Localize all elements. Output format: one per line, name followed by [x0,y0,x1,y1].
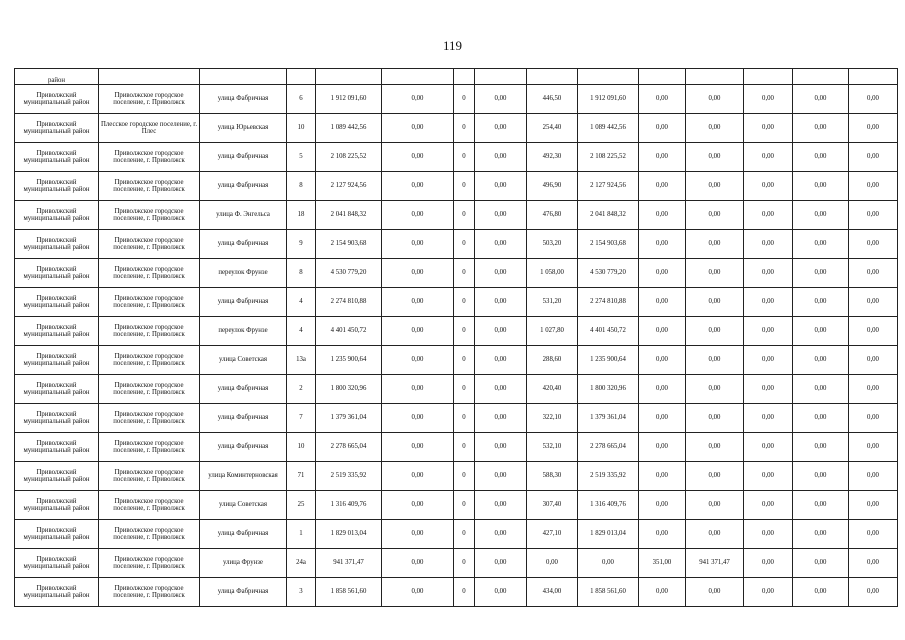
value-cell: 0,00 [793,375,849,404]
district-cell: Приволжский муниципальный район [15,85,99,114]
value-cell: 0,00 [849,288,898,317]
value-cell: 0,00 [475,143,527,172]
total-cost-cell: 1 800 320,96 [316,375,382,404]
area-cell: 503,20 [527,230,578,259]
value-cell: 0,00 [475,433,527,462]
page-number: 119 [442,38,463,53]
value-cell: 0,00 [793,491,849,520]
value-cell: 0,00 [639,143,686,172]
house-number-cell: 9 [287,230,316,259]
area-cell: 1 058,00 [527,259,578,288]
house-number-cell: 7 [287,404,316,433]
house-number-cell: 4 [287,317,316,346]
value-cell: 0,00 [475,317,527,346]
value-cell: 0,00 [793,143,849,172]
cost-cell: 2 127 924,56 [578,172,639,201]
table-row [15,259,898,288]
district-cell: Приволжский муниципальный район [15,491,99,520]
value-cell: 0,00 [744,491,793,520]
value-cell: 0,00 [686,288,744,317]
street-cell: улица Фабричная [200,375,287,404]
cost-cell: 2 108 225,52 [578,143,639,172]
value-cell: 0,00 [744,201,793,230]
house-number-cell: 10 [287,114,316,143]
value-cell: 0,00 [475,259,527,288]
value-cell: 0,00 [793,549,849,578]
value-cell: 0,00 [639,288,686,317]
value-cell: 0,00 [382,491,454,520]
district-cell: Приволжский муниципальный район [15,114,99,143]
total-cost-cell: 1 089 442,56 [316,114,382,143]
total-cost-cell: 1 379 361,04 [316,404,382,433]
value-cell: 351,00 [639,549,686,578]
value-cell: 0,00 [686,317,744,346]
value-cell: 0 [454,462,475,491]
street-cell: улица Коминтерновская [200,462,287,491]
table-row [15,201,898,230]
value-cell: 0,00 [475,172,527,201]
value-cell: 0 [454,288,475,317]
value-cell: 0 [454,375,475,404]
total-cost-cell: 2 127 924,56 [316,172,382,201]
value-cell: 0,00 [849,85,898,114]
value-cell: 0,00 [793,85,849,114]
area-cell: 532,10 [527,433,578,462]
table-row [15,578,898,607]
value-cell: 0,00 [793,404,849,433]
area-cell: 588,30 [527,462,578,491]
value-cell: 0 [454,346,475,375]
table-row [15,433,898,462]
value-cell: 0 [454,143,475,172]
value-cell: 0 [454,404,475,433]
settlement-cell: Приволжское городское поселение, г. Приволжск [99,462,200,491]
settlement-cell: Приволжское городское поселение, г. Приволжск [99,172,200,201]
settlement-cell: Приволжское городское поселение, г. Приволжск [99,259,200,288]
value-cell: 0,00 [686,578,744,607]
value-cell: 0,00 [849,346,898,375]
value-cell: 0,00 [475,491,527,520]
value-cell: 0,00 [849,549,898,578]
total-cost-cell: 2 041 848,32 [316,201,382,230]
area-cell: 307,40 [527,491,578,520]
table-row [15,491,898,520]
value-cell: 0,00 [382,143,454,172]
house-number-cell: 18 [287,201,316,230]
value-cell: 0,00 [382,375,454,404]
value-cell: 0,00 [744,375,793,404]
value-cell: 0,00 [639,433,686,462]
value-cell: 0,00 [849,143,898,172]
value-cell: 0,00 [686,520,744,549]
value-cell: 0,00 [793,259,849,288]
street-cell: улица Фабричная [200,288,287,317]
house-number-cell: 5 [287,143,316,172]
total-cost-cell: 2 108 225,52 [316,143,382,172]
value-cell: 0,00 [382,172,454,201]
value-cell: 0,00 [744,433,793,462]
value-cell: 0,00 [686,259,744,288]
value-cell: 0,00 [849,114,898,143]
cost-cell: 1 829 013,04 [578,520,639,549]
settlement-cell: Приволжское городское поселение, г. Приволжск [99,346,200,375]
cost-cell: 2 041 848,32 [578,201,639,230]
value-cell: 0,00 [849,433,898,462]
value-cell: 0,00 [475,462,527,491]
value-cell: 0,00 [382,520,454,549]
housing-register-table [14,68,898,607]
district-cell: Приволжский муниципальный район [15,520,99,549]
area-cell: 1 027,80 [527,317,578,346]
value-cell: 0,00 [793,520,849,549]
value-cell: 0 [454,317,475,346]
value-cell: 0,00 [744,230,793,259]
value-cell: 0,00 [849,201,898,230]
street-cell: улица Фабричная [200,143,287,172]
table-row [15,114,898,143]
total-cost-cell: 2 278 665,04 [316,433,382,462]
street-cell: улица Фабричная [200,520,287,549]
value-cell: 0,00 [475,85,527,114]
value-cell: 0,00 [639,578,686,607]
total-cost-cell: 941 371,47 [316,549,382,578]
district-cell: Приволжский муниципальный район [15,404,99,433]
value-cell: 0 [454,114,475,143]
value-cell: 0,00 [639,317,686,346]
value-cell: 0,00 [382,317,454,346]
street-cell: улица Фабричная [200,172,287,201]
value-cell: 0 [454,491,475,520]
area-cell: 476,80 [527,201,578,230]
value-cell: 0,00 [849,172,898,201]
settlement-cell: Приволжское городское поселение, г. Приволжск [99,491,200,520]
value-cell: 0,00 [793,317,849,346]
settlement-cell: Приволжское городское поселение, г. Приволжск [99,404,200,433]
area-cell: 0,00 [527,549,578,578]
settlement-cell: Приволжское городское поселение, г. Приволжск [99,375,200,404]
value-cell: 0,00 [475,578,527,607]
settlement-cell: Приволжское городское поселение, г. Приволжск [99,317,200,346]
area-cell: 254,40 [527,114,578,143]
area-cell: 446,50 [527,85,578,114]
value-cell: 0 [454,201,475,230]
value-cell: 0 [454,549,475,578]
total-cost-cell: 2 154 903,68 [316,230,382,259]
value-cell: 0,00 [382,201,454,230]
area-cell: 492,30 [527,143,578,172]
value-cell: 0,00 [382,346,454,375]
area-cell: 288,60 [527,346,578,375]
area-cell: 496,90 [527,172,578,201]
value-cell: 0,00 [382,404,454,433]
value-cell: 0,00 [744,143,793,172]
value-cell: 0,00 [686,433,744,462]
value-cell: 0,00 [849,462,898,491]
total-cost-cell: 2 519 335,92 [316,462,382,491]
table-row [15,317,898,346]
value-cell: 0,00 [744,85,793,114]
area-cell: 420,40 [527,375,578,404]
settlement-cell: Приволжское городское поселение, г. Приволжск [99,85,200,114]
cost-cell: 1 235 900,64 [578,346,639,375]
settlement-cell: Приволжское городское поселение, г. Приволжск [99,201,200,230]
value-cell: 0,00 [744,549,793,578]
settlement-cell: Приволжское городское поселение, г. Приволжск [99,143,200,172]
cost-cell: 4 401 450,72 [578,317,639,346]
value-cell: 0 [454,520,475,549]
district-cell: Приволжский муниципальный район [15,288,99,317]
value-cell: 0,00 [475,288,527,317]
cost-cell: 2 274 810,88 [578,288,639,317]
value-cell: 0,00 [744,317,793,346]
value-cell: 0,00 [744,578,793,607]
table-row [15,346,898,375]
cost-cell: 2 154 903,68 [578,230,639,259]
district-cell: Приволжский муниципальный район [15,259,99,288]
settlement-cell: Приволжское городское поселение, г. Приволжск [99,549,200,578]
value-cell: 0,00 [849,491,898,520]
table-row [15,462,898,491]
house-number-cell: 4 [287,288,316,317]
value-cell: 0,00 [793,114,849,143]
value-cell: 0,00 [382,288,454,317]
district-cell: Приволжский муниципальный район [15,346,99,375]
settlement-cell: Плесское городское поселение, г. Плес [99,114,200,143]
value-cell: 0,00 [382,578,454,607]
table-row [15,288,898,317]
value-cell: 0,00 [793,288,849,317]
value-cell: 0,00 [639,85,686,114]
street-cell: улица Фабричная [200,404,287,433]
house-number-cell: 6 [287,85,316,114]
district-cell: Приволжский муниципальный район [15,317,99,346]
cost-cell: 2 278 665,04 [578,433,639,462]
value-cell: 0,00 [686,114,744,143]
settlement-cell: Приволжское городское поселение, г. Приволжск [99,578,200,607]
value-cell: 0,00 [639,230,686,259]
value-cell: 0,00 [475,520,527,549]
value-cell: 0,00 [382,549,454,578]
value-cell: 0,00 [744,520,793,549]
value-cell: 0,00 [475,549,527,578]
table-row [15,172,898,201]
settlement-cell: Приволжское городское поселение, г. Приволжск [99,288,200,317]
value-cell: 0,00 [793,462,849,491]
cost-cell: 1 800 320,96 [578,375,639,404]
value-cell: 0,00 [639,520,686,549]
value-cell: 0,00 [849,375,898,404]
value-cell: 0,00 [744,346,793,375]
cost-cell: 1 089 442,56 [578,114,639,143]
value-cell: 0,00 [793,346,849,375]
value-cell: 0,00 [849,404,898,433]
house-number-cell: 8 [287,172,316,201]
table-row [15,404,898,433]
value-cell: 0,00 [686,201,744,230]
value-cell: 0,00 [382,230,454,259]
cost-cell: 1 379 361,04 [578,404,639,433]
street-cell: улица Фабричная [200,433,287,462]
value-cell: 0,00 [639,346,686,375]
value-cell: 0,00 [686,346,744,375]
value-cell: 0,00 [849,259,898,288]
total-cost-cell: 1 235 900,64 [316,346,382,375]
street-cell: улица Фабричная [200,85,287,114]
total-cost-cell: 1 858 561,60 [316,578,382,607]
value-cell: 0,00 [686,143,744,172]
street-cell: переулок Фрунзе [200,317,287,346]
value-cell: 0,00 [639,172,686,201]
value-cell: 0,00 [475,375,527,404]
continuation-cell: район [15,69,99,85]
table-row [15,375,898,404]
cost-cell: 2 519 335,92 [578,462,639,491]
value-cell: 0,00 [639,201,686,230]
district-cell: Приволжский муниципальный район [15,462,99,491]
value-cell: 0,00 [849,578,898,607]
cost-cell: 4 530 779,20 [578,259,639,288]
value-cell: 0,00 [744,462,793,491]
street-cell: улица Фабричная [200,230,287,259]
value-cell: 0,00 [744,172,793,201]
value-cell: 0,00 [686,172,744,201]
total-cost-cell: 4 530 779,20 [316,259,382,288]
house-number-cell: 10 [287,433,316,462]
value-cell: 0,00 [849,520,898,549]
area-cell: 531,20 [527,288,578,317]
house-number-cell: 71 [287,462,316,491]
district-cell: Приволжский муниципальный район [15,201,99,230]
value-cell: 0,00 [382,114,454,143]
value-cell: 0,00 [639,114,686,143]
value-cell: 0,00 [744,288,793,317]
table-row [15,549,898,578]
value-cell: 0,00 [744,404,793,433]
value-cell: 0,00 [793,230,849,259]
cost-cell: 0,00 [578,549,639,578]
continuation-row [15,69,898,85]
value-cell: 0,00 [639,259,686,288]
settlement-cell: Приволжское городское поселение, г. Приволжск [99,230,200,259]
cost-cell: 1 912 091,60 [578,85,639,114]
street-cell: улица Фабричная [200,578,287,607]
street-cell: улица Юрьевская [200,114,287,143]
value-cell: 0,00 [382,259,454,288]
value-cell: 0,00 [744,114,793,143]
total-cost-cell: 1 316 409,76 [316,491,382,520]
value-cell: 0,00 [686,462,744,491]
district-cell: Приволжский муниципальный район [15,143,99,172]
value-cell: 0,00 [686,85,744,114]
house-number-cell: 1 [287,520,316,549]
value-cell: 0,00 [793,578,849,607]
value-cell: 0,00 [475,230,527,259]
value-cell: 0,00 [639,404,686,433]
value-cell: 0,00 [686,491,744,520]
value-cell: 0 [454,230,475,259]
table-row [15,85,898,114]
district-cell: Приволжский муниципальный район [15,578,99,607]
value-cell: 0 [454,433,475,462]
district-cell: Приволжский муниципальный район [15,375,99,404]
house-number-cell: 13а [287,346,316,375]
value-cell: 0 [454,578,475,607]
settlement-cell: Приволжское городское поселение, г. Приволжск [99,520,200,549]
house-number-cell: 3 [287,578,316,607]
table-row [15,143,898,172]
cost-cell: 1 316 409,76 [578,491,639,520]
value-cell: 0,00 [793,433,849,462]
street-cell: улица Советская [200,346,287,375]
house-number-cell: 25 [287,491,316,520]
value-cell: 0 [454,259,475,288]
house-number-cell: 24а [287,549,316,578]
total-cost-cell: 2 274 810,88 [316,288,382,317]
value-cell: 0,00 [744,259,793,288]
value-cell: 941 371,47 [686,549,744,578]
district-cell: Приволжский муниципальный район [15,433,99,462]
value-cell: 0,00 [793,201,849,230]
area-cell: 434,00 [527,578,578,607]
table-row [15,230,898,259]
street-cell: переулок Фрунзе [200,259,287,288]
value-cell: 0,00 [849,317,898,346]
area-cell: 322,10 [527,404,578,433]
house-number-cell: 8 [287,259,316,288]
street-cell: улица Фрунзе [200,549,287,578]
value-cell: 0,00 [793,172,849,201]
value-cell: 0,00 [639,491,686,520]
value-cell: 0,00 [639,375,686,404]
value-cell: 0,00 [475,114,527,143]
street-cell: улица Ф. Энгельса [200,201,287,230]
value-cell: 0,00 [686,375,744,404]
total-cost-cell: 1 829 013,04 [316,520,382,549]
district-cell: Приволжский муниципальный район [15,230,99,259]
district-cell: Приволжский муниципальный район [15,549,99,578]
value-cell: 0,00 [686,230,744,259]
value-cell: 0,00 [475,404,527,433]
area-cell: 427,10 [527,520,578,549]
table-row [15,520,898,549]
value-cell: 0,00 [686,404,744,433]
total-cost-cell: 1 912 091,60 [316,85,382,114]
street-cell: улица Советская [200,491,287,520]
total-cost-cell: 4 401 450,72 [316,317,382,346]
settlement-cell: Приволжское городское поселение, г. Приволжск [99,433,200,462]
value-cell: 0,00 [382,85,454,114]
cost-cell: 1 858 561,60 [578,578,639,607]
value-cell: 0,00 [382,433,454,462]
district-cell: Приволжский муниципальный район [15,172,99,201]
value-cell: 0,00 [382,462,454,491]
house-number-cell: 2 [287,375,316,404]
value-cell: 0 [454,172,475,201]
value-cell: 0,00 [639,462,686,491]
value-cell: 0,00 [849,230,898,259]
value-cell: 0,00 [475,201,527,230]
value-cell: 0,00 [475,346,527,375]
value-cell: 0 [454,85,475,114]
